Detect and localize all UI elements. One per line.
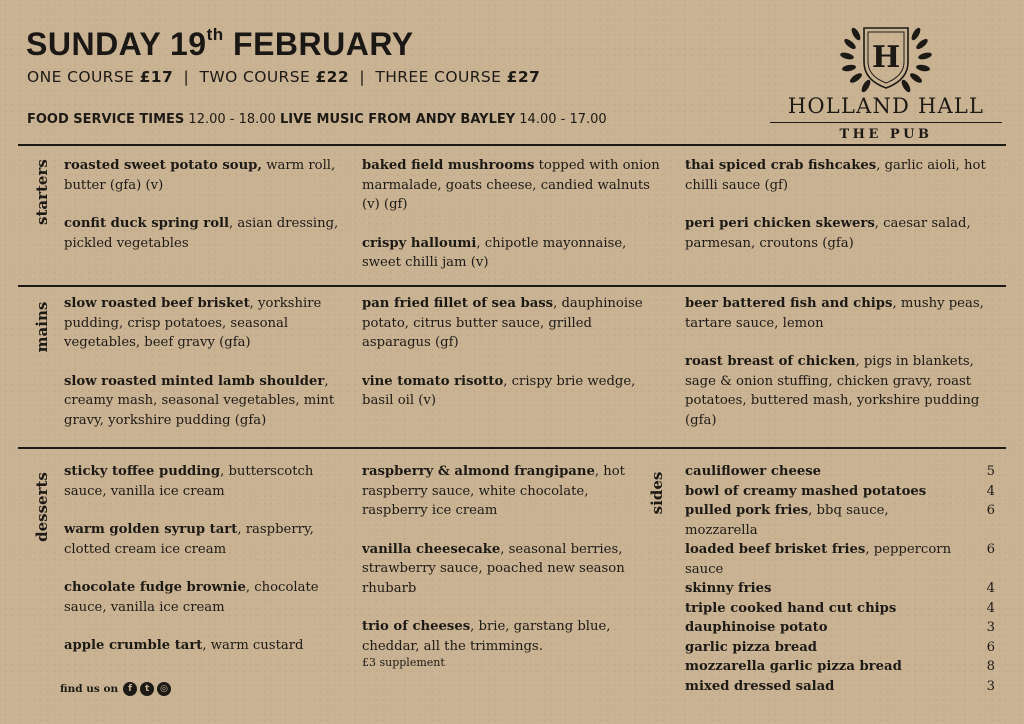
dish-description: warm roll, butter (gfa) (v) [64, 158, 336, 193]
dish-name: raspberry & almond frangipane [362, 464, 595, 479]
dish-name: beer battered fish and chips [685, 296, 893, 311]
dish-description: , dauphinoise potato, citrus butter sauce, grilled asparagus (gf) [362, 296, 643, 350]
dish-name: crispy halloumi [362, 235, 477, 251]
side-name: pulled pork fries [685, 503, 809, 518]
menu-item [685, 214, 997, 253]
sides-list [685, 462, 995, 696]
dish-name: vine tomato risotto [362, 373, 504, 389]
side-price: 4 [986, 600, 995, 616]
side-item [685, 638, 995, 658]
title-ordinal: th [206, 25, 224, 45]
side-name: mixed dressed salad [685, 678, 835, 694]
dish-description: , butterscotch sauce, vanilla ice cream [64, 464, 314, 499]
side-name: cauliflower cheese [685, 464, 822, 479]
social-links [60, 682, 171, 696]
side-item [685, 677, 995, 697]
title-date: SUNDAY 19 [26, 26, 207, 62]
holland-hall-logo [770, 14, 1002, 144]
dish-description: , brie, garstang blue, cheddar, all the trimmings. [362, 619, 611, 654]
dish-name: confit duck spring roll [64, 216, 230, 231]
side-price: 4 [986, 483, 995, 499]
dish-name: sticky toffee pudding [64, 464, 221, 479]
menu-item [64, 214, 346, 253]
starters-column-2 [362, 156, 660, 292]
menu-item [362, 234, 660, 273]
dish-description: , chocolate sauce, vanilla ice cream [64, 580, 319, 615]
dish-description: , caesar salad, parmesan, croutons (gfa) [685, 216, 971, 251]
side-name: garlic pizza bread [685, 639, 818, 655]
dish-description: , chipotle mayonnaise, sweet chilli jam (v) [362, 235, 627, 270]
music-hours: 14.00 - 17.00 [515, 112, 607, 127]
service-hours: 12.00 - 18.00 [184, 112, 280, 127]
dish-description: , raspberry, clotted cream ice cream [64, 522, 314, 557]
menu-item [362, 462, 650, 521]
dish-name: thai spiced crab fishcakes [685, 158, 877, 173]
price-separator: | [183, 68, 190, 86]
menu-item [64, 462, 346, 501]
side-name: dauphinoise potato [685, 620, 828, 635]
two-course-label: TWO COURSE [199, 68, 316, 86]
title-month: FEBRUARY [223, 26, 414, 62]
side-name: mozzarella garlic pizza bread [685, 659, 902, 674]
dish-description: , asian dressing, pickled vegetables [64, 216, 339, 251]
desserts-column-1 [64, 462, 346, 675]
divider-top [18, 144, 1006, 146]
menu-item [64, 636, 346, 656]
one-course-price: £17 [139, 68, 174, 86]
mains-column-1 [64, 294, 346, 449]
side-price: 6 [986, 542, 995, 557]
menu-item [64, 156, 346, 195]
dish-description: , creamy mash, seasonal vegetables, mint gravy, yorkshire pudding (gfa) [64, 373, 335, 428]
menu-item [685, 156, 997, 195]
section-label-desserts: desserts [33, 472, 51, 542]
page-title [26, 26, 414, 63]
supplement-note: £3 supplement [362, 656, 445, 669]
dish-name: chocolate fudge brownie [64, 580, 246, 595]
side-name: loaded beef brisket fries [685, 542, 866, 557]
side-price: 5 [986, 464, 995, 479]
side-name: bowl of creamy mashed potatoes [685, 483, 927, 499]
side-price: 3 [986, 620, 995, 635]
course-prices [27, 68, 540, 86]
dish-description: , warm custard [202, 638, 304, 653]
side-name: triple cooked hand cut chips [685, 600, 897, 616]
music-label: LIVE MUSIC FROM ANDY BAYLEY [279, 112, 516, 127]
menu-item [64, 520, 346, 559]
laurel-crest-icon [826, 20, 946, 94]
dish-name: vanilla cheesecake [362, 541, 501, 557]
section-label-starters: starters [33, 159, 51, 225]
three-course-price: £27 [506, 68, 541, 86]
side-item [685, 579, 995, 599]
side-price: 8 [986, 659, 995, 674]
two-course-price: £22 [315, 68, 350, 86]
section-label-mains: mains [33, 301, 51, 353]
dish-name: pan fried fillet of sea bass [362, 296, 554, 311]
dish-description: , seasonal berries, strawberry sauce, poached new season rhubarb [362, 541, 625, 596]
mains-column-3 [685, 294, 1003, 449]
side-price: 3 [986, 678, 995, 694]
dish-name: baked field mushrooms [362, 158, 535, 173]
dish-description: topped with onion marmalade, goats cheese, candied walnuts (v) (gf) [362, 158, 660, 212]
side-item [685, 501, 995, 540]
menu-item [362, 540, 650, 599]
side-name: skinny fries [685, 581, 772, 596]
side-description: , peppercorn sauce [685, 542, 952, 577]
dish-name: slow roasted beef brisket [64, 296, 250, 311]
side-item [685, 657, 995, 677]
dish-description: , pigs in blankets, sage & onion stuffing, chicken gravy, roast potatoes, buttered mash, yorkshire pudding (gfa) [685, 354, 980, 428]
side-description: , bbq sauce, mozzarella [685, 503, 889, 538]
dish-description: , hot raspberry sauce, white chocolate, raspberry ice cream [362, 464, 625, 518]
menu-item [362, 294, 660, 353]
brand-divider [770, 122, 1002, 123]
side-item [685, 482, 995, 502]
dish-name: slow roasted minted lamb shoulder [64, 373, 325, 389]
dish-description: , mushy peas, tartare sauce, lemon [685, 296, 984, 331]
one-course-label: ONE COURSE [27, 68, 140, 86]
side-item [685, 462, 995, 482]
price-separator: | [359, 68, 366, 86]
dish-name: roast breast of chicken [685, 354, 856, 369]
dish-name: peri peri chicken skewers [685, 216, 875, 231]
twitter-icon[interactable]: t [140, 682, 154, 696]
brand-name: HOLLAND HALL [787, 94, 985, 118]
menu-item [685, 352, 1003, 430]
dish-name: warm golden syrup tart [64, 522, 238, 537]
menu-item [685, 294, 1003, 333]
menu-item [362, 372, 660, 411]
side-item [685, 540, 995, 579]
dish-name: trio of cheeses [362, 619, 471, 634]
section-label-sides: sides [648, 471, 666, 515]
side-item [685, 599, 995, 619]
menu-item [362, 617, 650, 670]
find-us-label: find us on [60, 683, 119, 695]
side-price: 6 [986, 639, 995, 655]
service-label: FOOD SERVICE TIMES [27, 112, 185, 127]
three-course-label: THREE COURSE [375, 68, 507, 86]
menu-item [362, 156, 660, 215]
starters-column-1 [64, 156, 346, 272]
side-price: 6 [986, 503, 995, 518]
starters-column-3 [685, 156, 997, 272]
dish-description: , yorkshire pudding, crisp potatoes, seasonal vegetables, beef gravy (gfa) [64, 296, 322, 350]
dish-description: , crispy brie wedge, basil oil (v) [362, 373, 636, 408]
instagram-icon[interactable]: ◎ [157, 682, 171, 696]
dish-description: , garlic aioli, hot chilli sauce (gf) [685, 158, 986, 193]
desserts-column-2 [362, 462, 650, 689]
menu-item [64, 294, 346, 353]
dish-name: roasted sweet potato soup, [64, 158, 262, 173]
facebook-icon[interactable]: f [123, 682, 137, 696]
menu-item [64, 372, 346, 431]
service-times [27, 112, 607, 127]
side-price: 4 [986, 581, 995, 596]
brand-subtitle: THE PUB [839, 127, 933, 142]
menu-item [64, 578, 346, 617]
mains-column-2 [362, 294, 660, 430]
side-item [685, 618, 995, 638]
crest-letter: H [871, 40, 901, 75]
dish-name: apple crumble tart [64, 638, 203, 653]
